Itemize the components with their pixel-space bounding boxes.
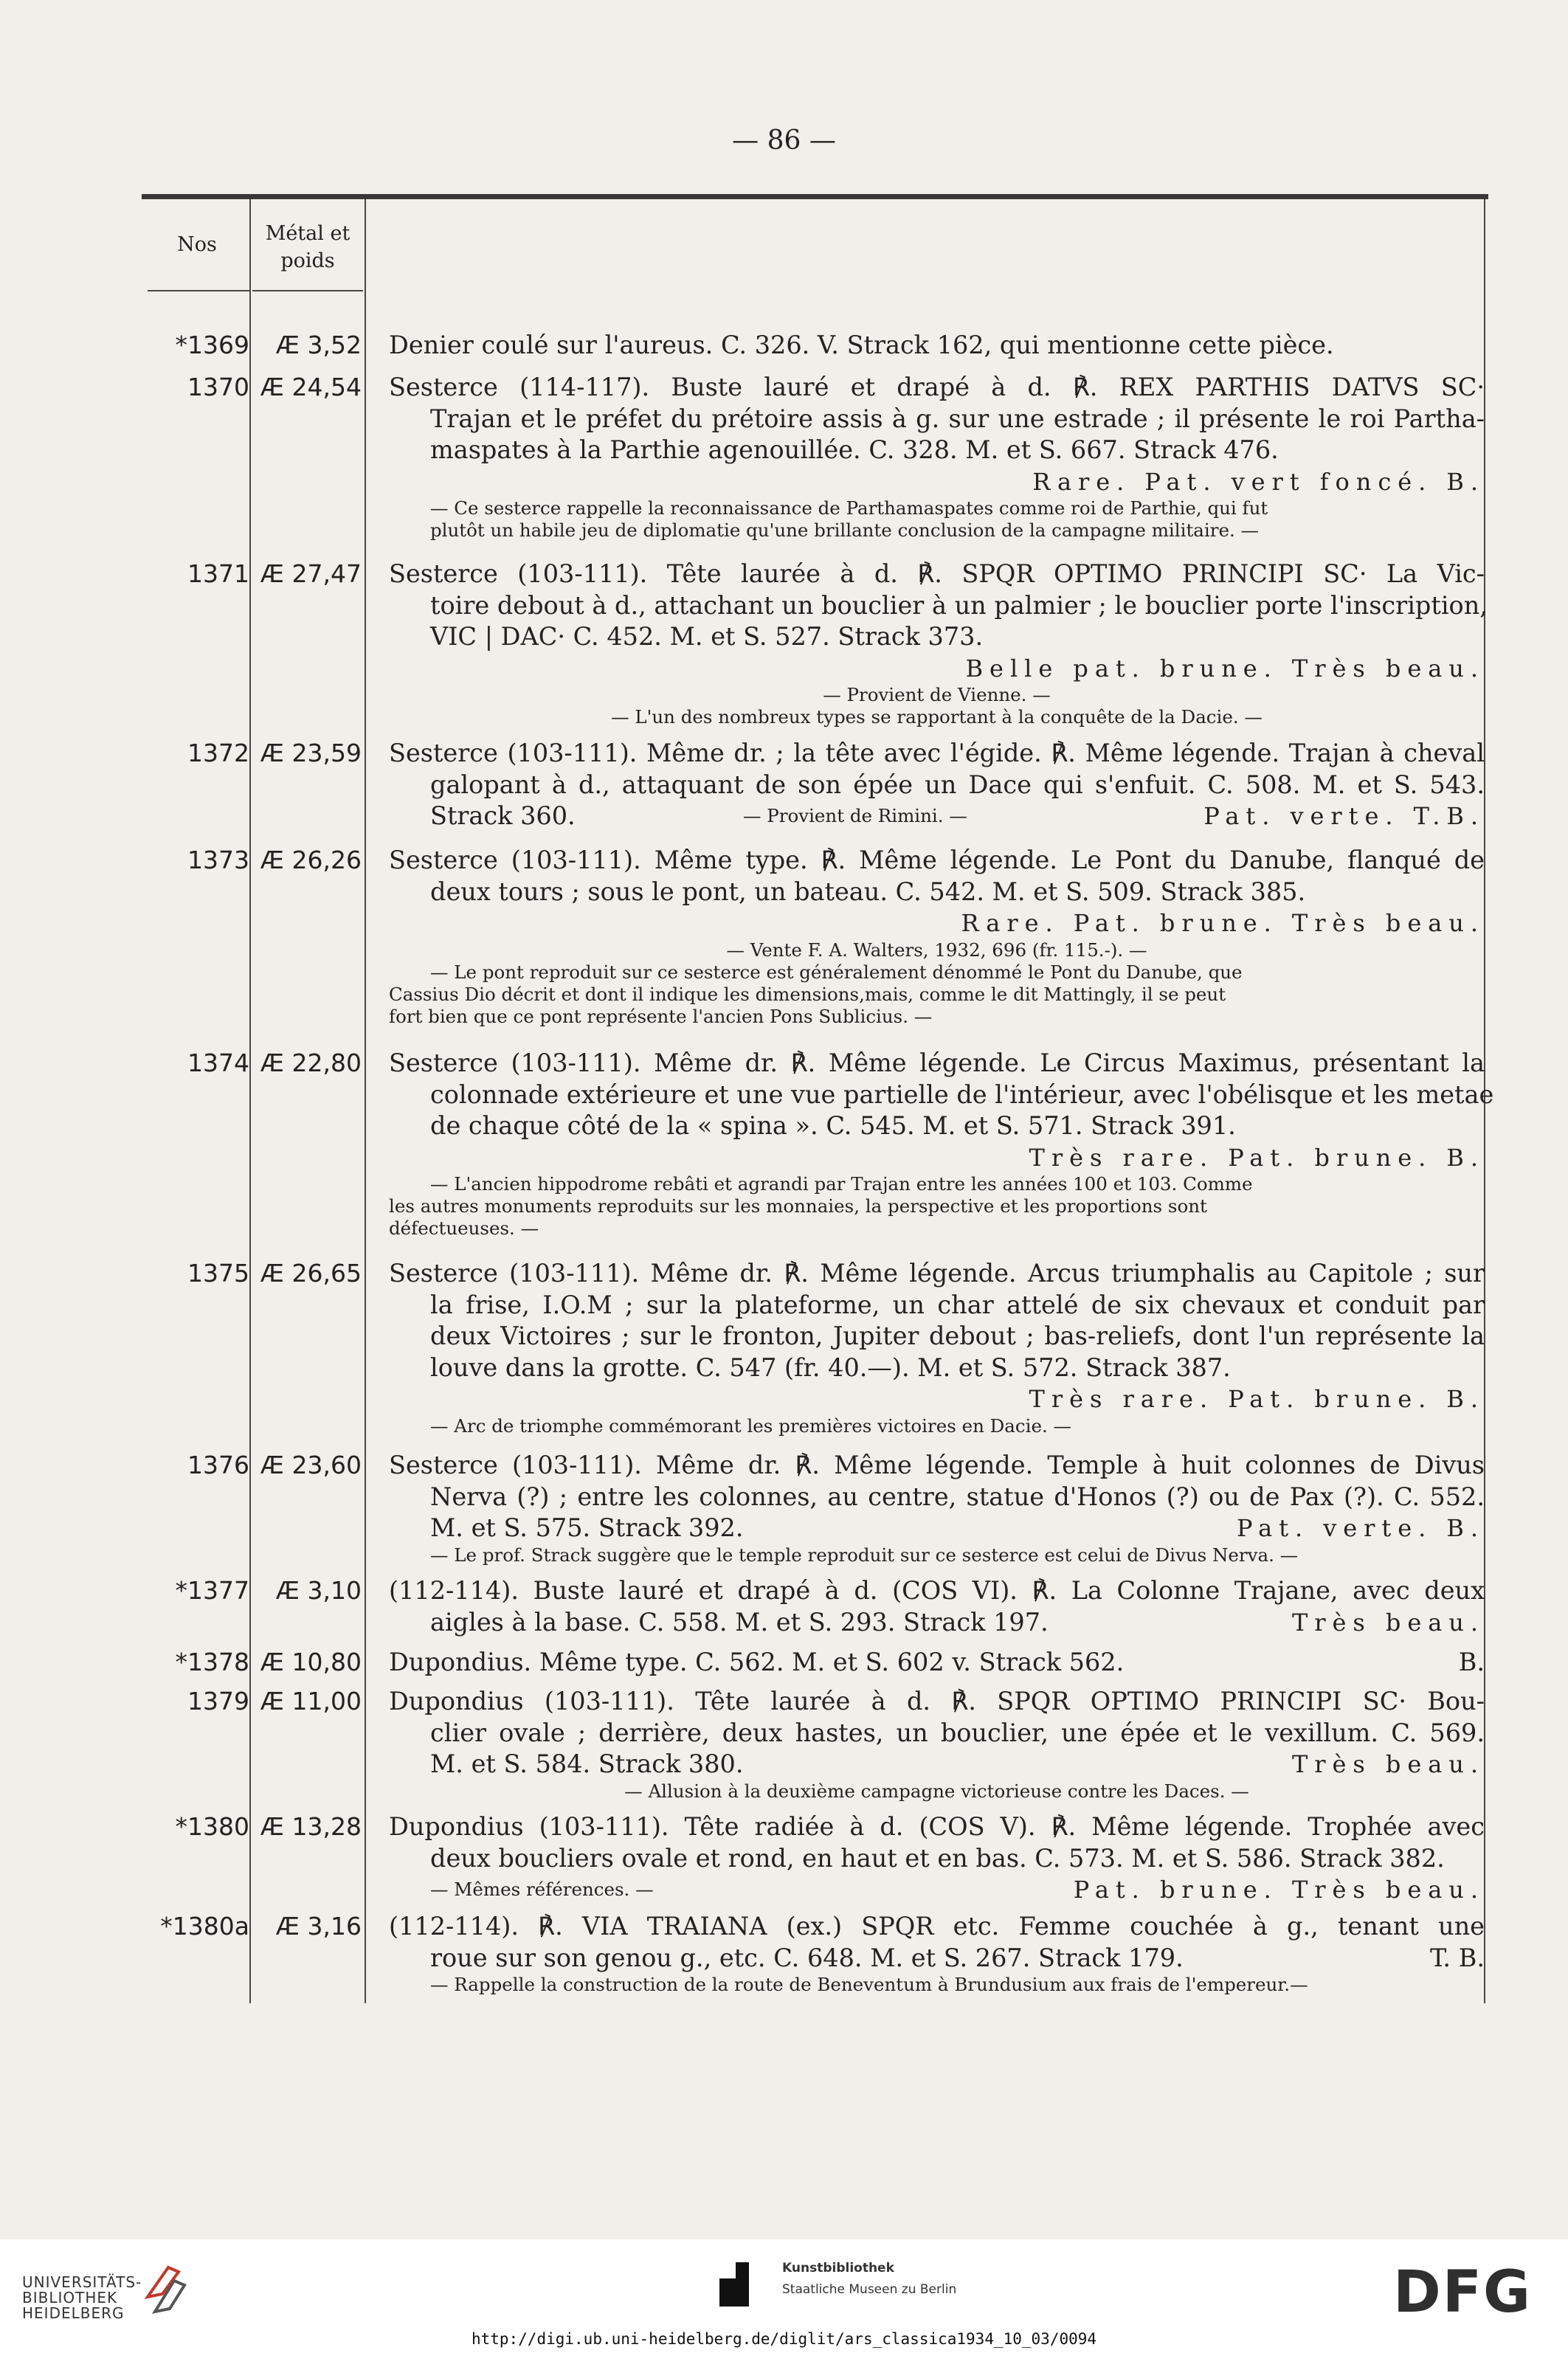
entry-number: 1374 bbox=[187, 1048, 249, 1077]
page-number: — 86 — bbox=[732, 125, 836, 156]
entry-description bbox=[389, 372, 1485, 542]
entry-metal: Æ 11,00 bbox=[260, 1687, 362, 1715]
kunstbibliothek-logo-icon bbox=[719, 2262, 764, 2307]
entry-line: colonnade extérieure et une vue partielle de l'intérieur, avec l'obélisque et les metae bbox=[430, 1079, 1494, 1109]
university-logo-icon bbox=[140, 2260, 192, 2319]
entry-description bbox=[389, 559, 1488, 728]
entry-line: VIC | DAC· C. 452. M. et S. 527. Strack 373. bbox=[430, 622, 984, 651]
provenance: — Vente F. A. Walters, 1932, 696 (fr. 115.-). — bbox=[726, 939, 1147, 961]
entry-line: (112-114). ℟. VIA TRAIANA (ex.) SPQR etc. Femme couchée à g., tenant une bbox=[389, 1912, 1485, 1941]
rating: B. bbox=[1458, 1648, 1485, 1676]
entry-number: 1371 bbox=[187, 559, 249, 588]
entry-line: maspates à la Parthie agenouillée. C. 328. M. et S. 667. Strack 476. bbox=[430, 435, 1279, 464]
entry-line-group bbox=[389, 1513, 1485, 1544]
entry-line: Trajan et le préfet du prétoire assis à g. sur une estrade ; il présente le roi Partha- bbox=[430, 404, 1485, 433]
kunstbibliothek-label bbox=[782, 2258, 956, 2301]
entry-metal: Æ 3,16 bbox=[275, 1912, 362, 1941]
entry-line-group bbox=[389, 1607, 1485, 1639]
entry-number: 1379 bbox=[187, 1687, 249, 1715]
entry-line-group bbox=[389, 1749, 1485, 1780]
entry-line: (112-114). Buste lauré et drapé à d. (COS VI). ℟. La Colonne Trajane, avec deux bbox=[389, 1576, 1485, 1605]
entry-line: Sesterce (103-111). Même dr. ℟. Même légende. Arcus triumphalis au Capitole ; sur bbox=[389, 1259, 1485, 1288]
rating: Pat. verte. B. bbox=[1237, 1514, 1485, 1542]
entry-line: Nerva (?) ; entre les colonnes, au centre, statue d'Honos (?) ou de Pax (?). C. 552. bbox=[430, 1482, 1485, 1511]
note-line: — L'un des nombreux types se rapportant à la conquête de la Dacie. — bbox=[611, 706, 1263, 728]
entry-number: 1373 bbox=[187, 846, 249, 874]
rating: T. B. bbox=[1430, 1943, 1485, 1972]
entry-line: deux Victoires ; sur le fronton, Jupiter debout ; bas-reliefs, dont l'un représente la bbox=[430, 1321, 1485, 1350]
entry-line: Denier coulé sur l'aureus. C. 326. V. Strack 162, qui mentionne cette pièce. bbox=[389, 331, 1334, 359]
rating: Très beau. bbox=[1291, 1750, 1485, 1778]
entry-line: Sesterce (103-111). Même dr. ℟. Même légende. Temple à huit colonnes de Divus bbox=[389, 1451, 1485, 1479]
entry-description bbox=[389, 1686, 1485, 1803]
entry-description bbox=[389, 1258, 1485, 1437]
column-divider-1 bbox=[249, 199, 251, 2003]
note-line: — Arc de triomphe commémorant les premières victoires en Dacie. — bbox=[430, 1414, 1072, 1437]
entry-description bbox=[389, 738, 1485, 832]
university-library-name bbox=[22, 2275, 142, 2321]
header-metal-line-1: Métal et bbox=[265, 222, 350, 245]
rating: Rare. Pat. vert foncé. B. bbox=[1032, 467, 1485, 496]
entry-number: *1377 bbox=[175, 1576, 249, 1605]
entry-number: 1370 bbox=[187, 373, 249, 401]
entry-metal: Æ 13,28 bbox=[260, 1812, 362, 1841]
rating: Pat. brune. Très beau. bbox=[1073, 1876, 1485, 1904]
kunstbibliothek-subtitle: Staatliche Museen zu Berlin bbox=[782, 2282, 957, 2297]
rating: Très rare. Pat. brune. B. bbox=[1029, 1385, 1485, 1413]
entry-metal: Æ 24,54 bbox=[260, 373, 362, 401]
note-line: — Rappelle la construction de la route de Beneventum à Brundusium aux frais de l'empereur.— bbox=[430, 1974, 1308, 1995]
entry-line: Sesterce (103-111). Même dr. ℟. Même légende. Le Circus Maximus, présentant la bbox=[389, 1048, 1485, 1077]
entry-description bbox=[389, 845, 1485, 1028]
university-line: BIBLIOTHEK bbox=[22, 2289, 118, 2307]
entry-metal: Æ 3,52 bbox=[275, 331, 362, 359]
entry-description bbox=[389, 1647, 1485, 1679]
header-metal bbox=[252, 220, 363, 274]
entry-line: toire debout à d., attachant un bouclier à un palmier ; le bouclier porte l'inscription, bbox=[430, 590, 1488, 620]
rating: Belle pat. brune. Très beau. bbox=[965, 654, 1485, 683]
provenance: — Mêmes références. — bbox=[430, 1879, 654, 1900]
entry-description bbox=[389, 1575, 1485, 1638]
provenance: — Provient de Vienne. — bbox=[823, 684, 1051, 705]
header-metal-line-2: poids bbox=[280, 249, 335, 272]
entry-description bbox=[389, 1048, 1494, 1240]
note-line: — Allusion à la deuxième campagne victorieuse contre les Daces. — bbox=[624, 1780, 1249, 1802]
entry-line: deux boucliers ovale et rond, en haut et en bas. C. 573. M. et S. 586. Strack 382. bbox=[430, 1843, 1445, 1873]
entry-line: Dupondius. Même type. C. 562. M. et S. 602 v. Strack 562. bbox=[389, 1648, 1125, 1676]
note-line: les autres monuments reproduits sur les monnaies, la perspective et les proportions sont bbox=[389, 1195, 1207, 1217]
entry-line: Sesterce (103-111). Même dr. ; la tête avec l'égide. ℟. Même légende. Trajan à cheval bbox=[389, 739, 1485, 767]
entry-number: 1372 bbox=[187, 739, 249, 767]
entry-line-group bbox=[389, 1943, 1485, 1974]
rating: Rare. Pat. brune. Très beau. bbox=[961, 909, 1485, 937]
note-line: plutôt un habile jeu de diplomatie qu'une brillante conclusion de la campagne militaire. — bbox=[430, 519, 1260, 541]
entry-metal: Æ 23,59 bbox=[260, 739, 362, 767]
dfg-logo: DFG bbox=[1393, 2259, 1533, 2326]
entry-number: 1375 bbox=[187, 1259, 249, 1288]
note-line: fort bien que ce pont représente l'ancien Pons Sublicius. — bbox=[389, 1005, 933, 1027]
entry-line: Sesterce (114-117). Buste lauré et drapé à d. ℟. REX PARTHIS DATVS SC· bbox=[389, 373, 1485, 401]
entry-line: M. et S. 584. Strack 380. bbox=[430, 1749, 744, 1778]
entry-line: galopant à d., attaquant de son épée un Dace qui s'enfuit. C. 508. M. et S. 543. bbox=[430, 770, 1485, 799]
entry-metal: Æ 23,60 bbox=[260, 1451, 362, 1479]
entry-line: Dupondius (103-111). Tête radiée à d. (COS V). ℟. Même légende. Trophée avec bbox=[389, 1812, 1485, 1841]
rating: Pat. verte. T.B. bbox=[1203, 802, 1485, 830]
entry-line: clier ovale ; derrière, deux hastes, un bouclier, une épée et le vexillum. C. 569. bbox=[430, 1718, 1485, 1747]
entry-number: *1380a bbox=[160, 1912, 249, 1941]
entry-description bbox=[389, 1911, 1485, 1996]
university-line: HEIDELBERG bbox=[22, 2304, 125, 2322]
entry-line: Sesterce (103-111). Même type. ℟. Même légende. Le Pont du Danube, flanqué de bbox=[389, 846, 1485, 874]
column-divider-2 bbox=[365, 199, 366, 2003]
entry-metal: Æ 22,80 bbox=[260, 1048, 362, 1077]
rating: Très beau. bbox=[1291, 1608, 1485, 1637]
entry-number: *1378 bbox=[175, 1648, 249, 1676]
entry-metal: Æ 27,47 bbox=[260, 559, 362, 588]
entry-metal: Æ 3,10 bbox=[275, 1576, 362, 1605]
entry-metal: Æ 26,65 bbox=[260, 1259, 362, 1288]
university-line: UNIVERSITÄTS- bbox=[22, 2273, 142, 2291]
source-url[interactable]: http://digi.ub.uni-heidelberg.de/diglit/ars_classica1934_10_03/0094 bbox=[471, 2330, 1097, 2348]
note-line: — Le pont reproduit sur ce sesterce est généralement dénommé le Pont du Danube, que bbox=[430, 961, 1243, 983]
entry-number: *1380 bbox=[175, 1812, 249, 1841]
note-line: — Ce sesterce rappelle la reconnaissance de Parthamaspates comme roi de Parthie, qui fut bbox=[430, 497, 1268, 519]
note-line: Cassius Dio décrit et dont il indique les dimensions,mais, comme le dit Mattingly, il se peut bbox=[389, 983, 1226, 1005]
header-numbers: Nos bbox=[177, 233, 217, 256]
entry-line: roue sur son genou g., etc. C. 648. M. et S. 267. Strack 179. bbox=[430, 1943, 1184, 1972]
entry-description bbox=[389, 1811, 1485, 1906]
header-rule-2 bbox=[252, 290, 363, 291]
note-line: — L'ancien hippodrome rebâti et agrandi par Trajan entre les années 100 et 103. Comme bbox=[430, 1173, 1253, 1195]
entry-number: 1376 bbox=[187, 1451, 249, 1479]
header-rule-1 bbox=[148, 290, 249, 291]
entry-line: Dupondius (103-111). Tête laurée à d. ℟. SPQR OPTIMO PRINCIPI SC· Bou- bbox=[389, 1687, 1485, 1715]
entry-line: M. et S. 575. Strack 392. bbox=[430, 1513, 744, 1542]
entry-line: Strack 360. bbox=[430, 801, 576, 830]
entry-description bbox=[389, 1450, 1485, 1566]
entry-description bbox=[389, 330, 1485, 362]
entry-line: aigles à la base. C. 558. M. et S. 293. Strack 197. bbox=[430, 1607, 1049, 1637]
note-line: — Le prof. Strack suggère que le temple reproduit sur ce sesterce est celui de Divus Nerva. — bbox=[430, 1544, 1299, 1566]
kunstbibliothek-title: Kunstbibliothek bbox=[782, 2261, 894, 2276]
entry-line-group bbox=[389, 801, 1485, 832]
entry-line: de chaque côté de la « spina ». C. 545. M. et S. 571. Strack 391. bbox=[430, 1111, 1236, 1140]
entry-line: Sesterce (103-111). Tête laurée à d. ℟. SPQR OPTIMO PRINCIPI SC· La Vic- bbox=[389, 559, 1485, 588]
note-line: défectueuses. — bbox=[389, 1217, 539, 1239]
rating: Très rare. Pat. brune. B. bbox=[1029, 1143, 1485, 1172]
entry-line: la frise, I.O.M ; sur la plateforme, un char attelé de six chevaux et conduit par bbox=[430, 1290, 1485, 1319]
entry-metal: Æ 10,80 bbox=[260, 1648, 362, 1676]
entry-line: louve dans la grotte. C. 547 (fr. 40.—). M. et S. 572. Strack 387. bbox=[430, 1352, 1231, 1382]
entry-line-group bbox=[389, 1647, 1485, 1679]
provenance: — Provient de Rimini. — bbox=[743, 805, 967, 826]
entry-line-group bbox=[389, 1874, 1485, 1906]
table-top-rule bbox=[142, 194, 1488, 199]
entry-number: *1369 bbox=[175, 331, 249, 359]
entry-line: deux tours ; sous le pont, un bateau. C. 542. M. et S. 509. Strack 385. bbox=[430, 877, 1306, 906]
entry-metal: Æ 26,26 bbox=[260, 846, 362, 874]
